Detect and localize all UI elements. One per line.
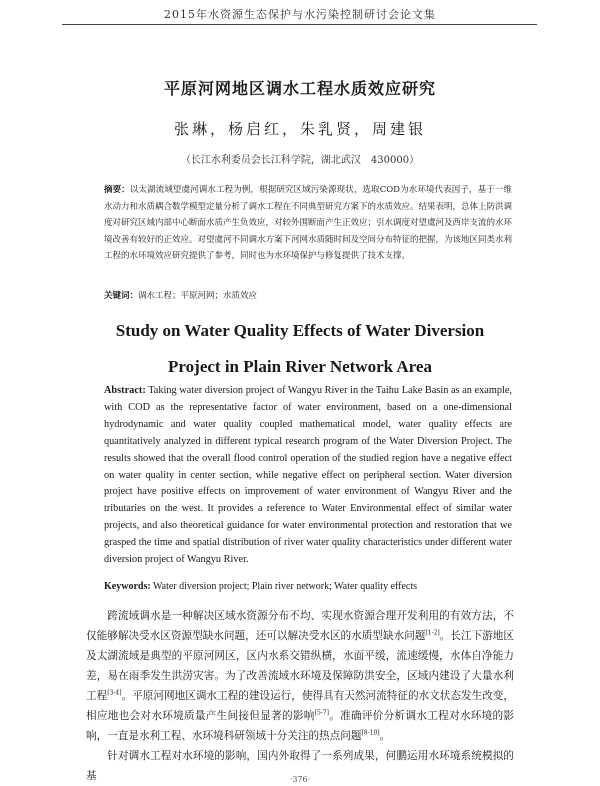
chinese-authors: 张琳，杨启红，朱乳贤，周建银 <box>173 120 426 138</box>
english-abstract <box>104 383 512 569</box>
chinese-keywords <box>104 289 512 301</box>
english-abstract-label: Abstract: <box>104 385 146 396</box>
chinese-affiliation: （长江水利委员会长江科学院，湖北武汉 430000） <box>180 155 420 166</box>
body-text-segment: 。长江下游地区及太湖流域是典型的平原河网区，区内水系交错纵横，水面平缓，流速缓慢，水体自净能力差，易在雨季发生洪涝灾害。为了改善流域水环境及保障防洪安全，区域内建设了大量水利工程 <box>86 630 515 702</box>
body-text-segment: 。准确评价分析调水工程对水环境的影响，一直是水利工程、水环境科研领域十分关注的热点问题 <box>86 710 515 742</box>
chinese-title: 平原河网地区调水工程水质效应研究 <box>163 79 436 98</box>
citation: [5-7] <box>314 709 329 717</box>
body-paragraph-2: 针对调水工程对水环境的影响，国内外取得了一系列成果，何鹏运用水环境系统模拟的基 <box>86 750 514 782</box>
chinese-keywords-label: 关键词： <box>104 291 139 301</box>
citation: [3-4] <box>107 689 122 697</box>
body-text-segment: 。平原河网地区调水工程的建设运行，使得具有天然河流特征的水文状态发生改变，相应地也会对水环境质量产生间接但显著的影响 <box>86 690 515 722</box>
chinese-keywords-text: 调水工程；平原河网；水质效应 <box>138 291 258 301</box>
english-abstract-text: Taking water diversion project of Wangyu River in the Taihu Lake Basin as an example, with COD as the representative factor of water environment, based on a one-dimensional hydrodynamic and water quality coupled mathematical model, water quality effects are quantitatively analyzed in different typical research program of the Water Diversion Project. The results showed that the overall flood control operation of the studied region have a negative effect on water quality in center section, while negative effect on peripheral section. Water diversion project have positive effects on improvement of water environment of Wangyu River and the tributaries on the west. It provides a reference to Water Environmental effect of similar water projects, and also theoretical guidance for water environmental protection and restoration that we grasped the time and spatial distribution of river water quality characteristics under different water diversion project of Wangyu River. <box>104 385 512 566</box>
body-text-segment: 。 <box>379 730 391 742</box>
english-title-line-1: Study on Water Quality Effects of Water Diversion <box>115 321 485 340</box>
english-keywords-text: Water diversion project; Plain river network; Water quality effects <box>150 581 418 592</box>
chinese-abstract-label: 摘要： <box>104 185 130 195</box>
body-text-segment: 跨流域调水是一种解决区域水资源分布不均、实现水资源合理开发利用的有效方法，不仅能够解决受水区资源型缺水问题，还可以解决受水区的水质型缺水问题 <box>86 610 514 642</box>
citation: [1-2] <box>425 629 440 637</box>
chinese-abstract-text: 以太湖流域望虞河调水工程为例，根据研究区域污染源现状，选取COD为水环境代表因子，基于一维水动力和水质耦合数学模型定量分析了调水工程在不同典型研究方案下的水质效应。结果表明，总体上防洪调度对研究区域内部中心断面水质产生负效应，对较外围断面产生正效应；引水调度对望虞河及西岸支流的水环境改善有较好的正效应。对望虞河不同调水方案下河网水质随时间及空间分布特征的把握，为该地区同类水利工程的水环境效应研究提供了参考，同时也为水环境保护与修复提供了技术支撑。 <box>104 185 513 261</box>
header-divider <box>62 24 537 25</box>
english-keywords <box>104 581 512 592</box>
chinese-abstract <box>104 182 512 265</box>
citation: [8-10] <box>361 729 380 737</box>
page-number: ·376· <box>289 775 311 784</box>
english-keywords-label: Keywords: <box>104 581 151 592</box>
body-paragraph-1 <box>86 606 514 746</box>
body-text <box>86 606 514 786</box>
english-title-line-2: Project in Plain River Network Area <box>168 357 432 376</box>
running-header: 2015年水资源生态保护与水污染控制研讨会论文集 <box>164 8 436 21</box>
